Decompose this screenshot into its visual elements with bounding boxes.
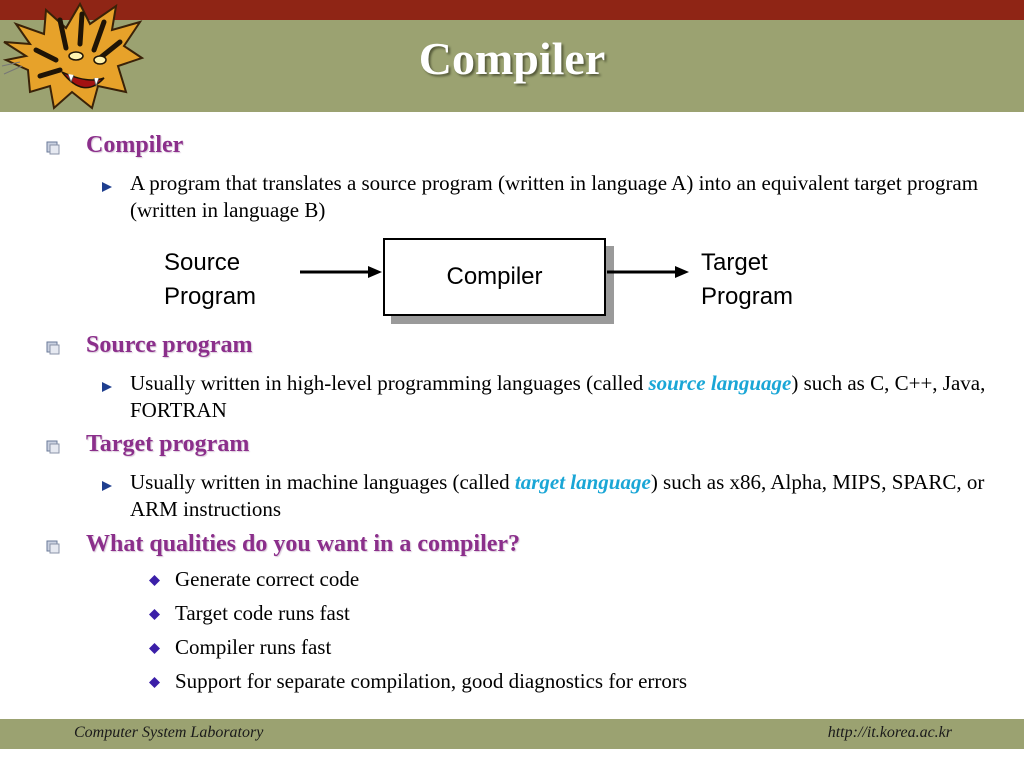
bullet-heading-compiler: Compiler: [86, 132, 184, 158]
diamond-bullet-icon: [148, 676, 161, 689]
square-bullet-icon: [46, 440, 60, 454]
diamond-bullet-icon: [148, 608, 161, 621]
bullet-heading-target-program: Target program: [86, 431, 250, 457]
bullet-heading-qualities: What qualities do you want in a compiler?: [86, 531, 521, 557]
compiler-box: [383, 238, 606, 316]
slide-title: Compiler: [418, 33, 606, 84]
diagram-source-line1: Source: [164, 249, 241, 276]
quality-item: Compiler runs fast: [175, 635, 332, 659]
text-segment: Usually written in machine languages (called: [130, 470, 515, 494]
footer-lab-name: Computer System Laboratory: [74, 724, 264, 741]
square-bullet-icon: [46, 141, 60, 155]
emphasis-target-language: target language: [514, 470, 651, 494]
text-segment: ) such as x86, Alpha, MIPS, SPARC, or ARM instructions: [130, 470, 985, 521]
text-segment: ) such as C, C++, Java, FORTRAN: [130, 371, 986, 422]
diagram-target-label: [701, 246, 793, 314]
quality-item: Target code runs fast: [175, 601, 350, 625]
quality-item: Generate correct code: [175, 567, 360, 591]
triangle-bullet-icon: [101, 181, 113, 193]
diamond-bullet-icon: [148, 574, 161, 587]
bullet-heading-source-program: Source program: [86, 332, 253, 358]
diamond-bullet-icon: [148, 642, 161, 655]
compiler-box-label: Compiler: [446, 263, 543, 290]
tiger-logo: [0, 0, 150, 115]
triangle-bullet-icon: [101, 480, 113, 492]
bullet-text-source-program: [130, 370, 1000, 424]
triangle-bullet-icon: [101, 381, 113, 393]
header-top-strip: [0, 0, 1024, 20]
emphasis-source-language: source language: [648, 371, 792, 395]
diagram-target-line2: Program: [701, 283, 794, 310]
diagram-source-line2: Program: [164, 283, 257, 310]
bullet-text-target-program: [130, 469, 1000, 523]
arrow-source-to-compiler: [298, 262, 384, 282]
diagram-source-label: [164, 246, 256, 314]
arrow-compiler-to-target: [605, 262, 691, 282]
bullet-text-compiler-definition: A program that translates a source program (written in language A) into an equivalent target program (written in language B): [130, 171, 979, 222]
square-bullet-icon: [46, 540, 60, 554]
square-bullet-icon: [46, 341, 60, 355]
quality-item: Support for separate compilation, good diagnostics for errors: [175, 669, 688, 693]
footer-url: http://it.korea.ac.kr: [827, 724, 952, 741]
text-segment: Usually written in high-level programming languages (called: [130, 371, 649, 395]
diagram-target-line1: Target: [701, 249, 768, 276]
